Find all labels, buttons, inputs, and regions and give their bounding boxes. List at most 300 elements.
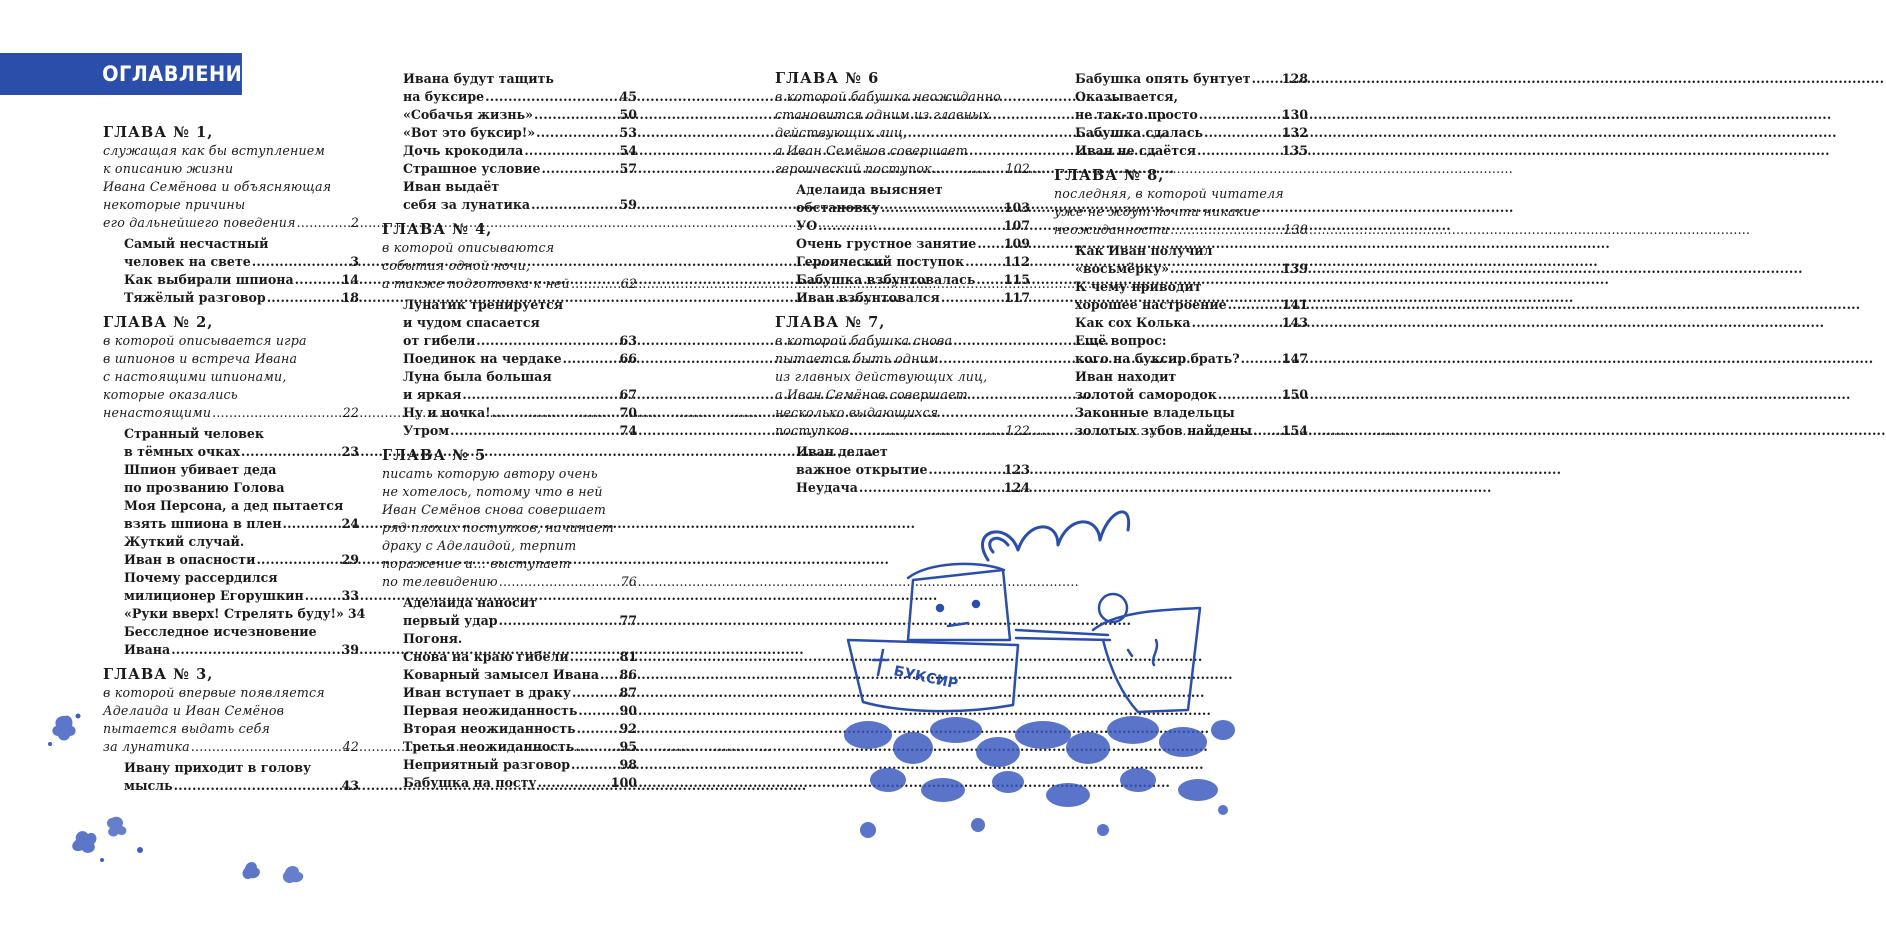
page-number: 150 [1281,387,1308,402]
entry-text: его дальнейшего поведения [103,215,296,230]
chapter-description-line [775,332,1030,350]
chapter-heading [775,314,1030,332]
section-entry [1054,314,1308,332]
entry-text: Поединок на чердаке [403,351,562,366]
page-number: 24 [341,516,359,531]
section-entry [103,289,359,307]
chapter-description-line [103,702,359,720]
dot-leader [252,253,349,271]
chapter-description-line [103,350,359,368]
page-number: 57 [619,161,637,176]
chapter-description-line [775,404,1030,422]
section-entry [382,70,637,88]
entry-text: драку с Аделаидой, терпит [382,538,577,553]
entry-text: взять шпиона в плен [124,516,282,531]
entry-text: Бабушка на посту [403,775,537,790]
entry-text: поражение и… выступает [382,556,571,571]
entry-text: события одной ночи, [382,258,531,273]
entry-text: Иван делает [796,444,888,459]
entry-text: пытается выдать себя [103,721,271,736]
page-number: 87 [619,685,637,700]
section-entry [103,569,359,587]
section-entry [382,368,637,386]
page-number: 115 [1003,272,1030,287]
page-number: 103 [1003,200,1030,215]
dot-leader [171,641,340,659]
section-entry [775,461,1030,479]
page-number: 18 [341,290,359,305]
chapter-description-line [382,537,637,555]
chapter-description-line [103,178,359,196]
steam-curls-icon [982,512,1128,560]
dot-leader [933,160,1004,178]
section-entry [1054,296,1308,314]
section-entry [382,594,637,612]
entry-text: к описанию жизни [103,161,234,176]
section-entry [775,235,1030,253]
chapter-heading [1054,167,1308,185]
entry-text: ненастоящими [103,405,212,420]
section-entry [103,497,359,515]
section-entry [382,666,637,684]
entry-text: ГЛАВА № 7, [775,314,886,331]
entry-text: Ивана Семёнова и объясняющая [103,179,332,194]
chapter-heading [382,221,637,239]
chapter-description-line [1054,185,1308,203]
section-entry [1054,422,1308,440]
toc-title: ОГЛАВЛЕНИЕ [102,62,256,86]
section-entry [382,314,637,332]
entry-text: а также подготовка к ней [382,276,570,291]
chapter-description-line [382,555,637,573]
entry-text: себя за лунатика [403,197,531,212]
entry-text: ГЛАВА № 1, [103,124,214,141]
entry-text: Луна была большая [403,369,552,384]
chapter-description-line [382,239,637,257]
dot-leader [1197,142,1281,160]
dot-leader [499,573,620,591]
page-number: 117 [1003,290,1030,305]
page-number: 62 [620,276,637,291]
section-entry [382,386,637,404]
entry-text: на буксире [403,89,485,104]
page-number: 50 [619,107,637,122]
dot-leader [575,738,618,756]
dot-leader [1204,124,1281,142]
entry-text: УО [796,218,818,233]
dot-leader [305,587,341,605]
chapter-description-line [103,720,359,738]
dot-leader [476,332,618,350]
entry-text: важное открытие [796,462,928,477]
chapter-description-line [775,386,1030,404]
chapter-heading [103,314,359,332]
page-number: 63 [619,333,637,348]
section-entry [103,515,359,533]
page-number: 90 [619,703,637,718]
section-entry [103,605,366,623]
entry-text: в шпионов и встреча Ивана [103,351,298,366]
section-entry [103,253,359,271]
dot-leader [1170,221,1282,239]
page-number: 23 [341,444,359,459]
page-number: 139 [1281,261,1308,276]
page-number: 54 [619,143,637,158]
section-entry [103,425,359,443]
dot-leader [267,289,341,307]
entry-text: которые оказались [103,387,238,402]
entry-text: золотой самородок [1075,387,1217,402]
section-entry [103,443,359,461]
entry-text: ГЛАВА № 4, [382,221,493,238]
entry-text: Как выбирали шпиона [124,272,294,287]
page-number: 109 [1003,236,1030,251]
entry-text: Коварный замысел Ивана [403,667,600,682]
entry-text: Бабушка взбунтовалась [796,272,976,287]
entry-text: Аделаида и Иван Семёнов [103,703,285,718]
entry-text: Почему рассердился [124,570,278,585]
dot-leader [499,612,619,630]
section-entry [775,181,1030,199]
page-number: 107 [1003,218,1030,233]
dot-leader [534,106,618,124]
entry-text: Бесследное исчезновение [124,624,317,639]
section-entry [382,196,637,214]
page-number: 43 [341,778,359,793]
dot-leader [462,386,618,404]
entry-text: ГЛАВА № 6 [775,70,880,87]
section-entry [382,756,637,774]
entry-text: золотых зубов найдены [1075,423,1253,438]
entry-text: а Иван Семёнов совершает [775,143,968,158]
entry-text: с настоящими шпионами, [103,369,287,384]
chapter-description-line [382,483,637,501]
page-number: 102 [1005,161,1030,176]
entry-text: по телевидению [382,574,498,589]
entry-text: Очень грустное занятие [796,236,977,251]
page-number: 98 [619,757,637,772]
entry-text: несколько выдающихся [775,405,939,420]
chapter-description-line [775,124,1030,142]
entry-text: и чудом спасается [403,315,540,330]
page-number: 123 [1003,462,1030,477]
page-number: 70 [619,405,637,420]
entry-text: Дочь крокодила [403,143,524,158]
page-number: 128 [1281,71,1308,86]
section-entry [382,404,637,422]
dot-leader [212,404,341,422]
section-entry [1054,404,1308,422]
chapter-description-line [103,684,359,702]
section-entry [382,332,637,350]
section-entry [1054,142,1308,160]
entry-text: Аделаида выясняет [796,182,943,197]
chapter-description-line [382,257,637,275]
page-number: 42 [342,739,359,754]
section-entry [382,720,637,738]
dot-leader [536,124,618,142]
entry-text: Третья неожиданность [403,739,575,754]
page-number: 66 [619,351,637,366]
entry-text: Страшное условие [403,161,541,176]
chapter-description-line [103,386,359,404]
page-number: 76 [620,574,637,589]
section-entry [1054,386,1308,404]
tugboat-icon [848,564,1018,711]
section-entry [775,199,1030,217]
entry-text: становится одним из главных [775,107,990,122]
page-number: 143 [1281,315,1308,330]
dot-leader [1253,422,1281,440]
section-entry [382,774,637,792]
entry-text: в которой бабушка неожиданно [775,89,1001,104]
chapter-description-line [382,275,637,293]
dot-leader [563,350,619,368]
section-entry [775,289,1030,307]
entry-text: Ивана [124,642,171,657]
entry-text: Тяжёлый разговор [124,290,266,305]
page-number: 86 [619,667,637,682]
chapter-description-line [775,106,1030,124]
dot-leader [450,422,618,440]
entry-text: ГЛАВА № 3, [103,666,214,683]
page-number: 74 [619,423,637,438]
ink-splat-icon [60,810,150,870]
entry-text: за лунатика [103,739,190,754]
page-number: 33 [341,588,359,603]
dot-leader [191,738,342,756]
section-entry [382,612,637,630]
entry-text: ГЛАВА № 5 [382,447,487,464]
entry-text: пытается быть одним [775,351,939,366]
section-entry [103,623,359,641]
chapter-description-line [382,465,637,483]
entry-text: от гибели [403,333,476,348]
dot-leader [929,461,1003,479]
entry-text: обстановку [796,200,880,215]
entry-text: уже не ждут почти никакие [1054,204,1260,219]
section-entry [103,759,359,777]
entry-text: Иван находит [1075,369,1177,384]
entry-text: Ещё вопрос: [1075,333,1167,348]
dot-leader [941,289,1003,307]
dot-leader [1192,314,1281,332]
chapter-heading [103,666,359,684]
chapter-description-line [1054,203,1308,221]
entry-text: милиционер Егорушкин [124,588,304,603]
entry-text: Как сох Колька [1075,315,1191,330]
entry-text: Иван вступает в драку [403,685,571,700]
dot-leader [578,702,618,720]
section-entry [382,738,637,756]
entry-text: ряд плохих поступков, начинает [382,520,614,535]
entry-text: Шпион убивает деда [124,462,277,477]
section-entry [382,142,637,160]
chapter-description-line [103,738,359,756]
dot-leader [541,160,618,178]
entry-text: Бабушка опять бунтует [1075,71,1251,86]
section-entry [103,587,359,605]
dot-leader [977,235,1002,253]
dot-leader [531,196,618,214]
entry-text: кого на буксир брать? [1075,351,1240,366]
dot-leader [297,214,350,232]
chapter-description-line [775,88,1030,106]
page-number: 29 [341,552,359,567]
entry-text: «восьмёрку» [1075,261,1170,276]
chapter-description-line [775,422,1030,440]
chapter-description-line [103,196,359,214]
section-entry [103,533,359,551]
entry-text: Погоня. [403,631,463,646]
section-entry [103,271,359,289]
section-entry [103,461,359,479]
dot-leader [256,551,340,569]
chapter-description-line [382,573,637,591]
section-entry [775,271,1030,289]
chapter-description-line [775,160,1030,178]
page-number: 39 [341,642,359,657]
section-entry [382,296,637,314]
entry-text: служащая как бы вступлением [103,143,326,158]
ink-waves-icon [844,716,1235,838]
section-entry [775,253,1030,271]
page-number: 2 [350,215,359,230]
entry-text: Героический поступок [796,254,965,269]
page-number: 154 [1281,423,1308,438]
entry-text: первый удар [403,613,498,628]
page-number: 112 [1003,254,1030,269]
page-number: 45 [619,89,637,104]
chapter-description-line [103,368,359,386]
entry-text: Снова на краю гибели [403,649,569,664]
chapter-description-line [103,404,359,422]
section-entry [103,551,359,569]
entry-text: Странный человек [124,426,264,441]
entry-text: Жуткий случай. [124,534,245,549]
entry-text: героический поступок [775,161,932,176]
toc-title-banner [0,53,256,95]
section-entry [775,443,1030,461]
page-number: 53 [619,125,637,140]
chapter-description-line [1054,221,1308,239]
entry-text: Неприятный разговор [403,757,571,772]
page-number: 100 [610,775,637,790]
dot-leader [492,404,619,422]
dot-leader [577,720,619,738]
dot-leader [537,774,609,792]
section-entry [382,124,637,142]
tugboat-illustration [838,490,1238,850]
page-number: 138 [1283,222,1308,237]
section-entry [1054,368,1308,386]
entry-text: «Собачья жизнь» [403,107,534,122]
dot-leader [1199,106,1281,124]
section-entry [382,88,637,106]
entry-text: Бабушка сдалась [1075,125,1204,140]
section-entry [1054,332,1308,350]
page-number: 34 [347,606,366,621]
entry-text: поступков [775,423,850,438]
entry-text: Лунатик тренируется [403,297,564,312]
section-entry [1054,106,1308,124]
entry-text: ГЛАВА № 2, [103,314,214,331]
entry-text: Ивана будут тащить [403,71,554,86]
page-number: 59 [619,197,637,212]
ink-splat-icon [44,708,84,748]
entry-text: Иван Семёнов снова совершает [382,502,606,517]
dot-leader [600,666,618,684]
section-entry [1054,350,1308,368]
entry-text: не хотелось, потому что в ней [382,484,603,499]
entry-text: Ну и ночка! [403,405,491,420]
section-entry [1054,124,1308,142]
page-number: 3 [350,254,359,269]
dot-leader [283,515,341,533]
dot-leader [174,777,341,795]
chapter-description-line [382,501,637,519]
entry-text: в которой описывается игра [103,333,307,348]
entry-text: действующих лиц, [775,125,908,140]
page-number: 141 [1281,297,1308,312]
entry-text: ГЛАВА № 8, [1054,167,1165,184]
dot-leader [1228,296,1281,314]
dot-leader [1170,260,1281,278]
entry-text: Как Иван получил [1075,243,1213,258]
entry-text: человек на свете [124,254,251,269]
dot-leader [572,684,619,702]
tugboat-label: БУКСИР [892,663,960,693]
section-entry [382,178,637,196]
dot-leader [1241,350,1281,368]
entry-text: Оказывается, [1075,89,1178,104]
chapter-description-line [382,519,637,537]
entry-text: и яркая [403,387,462,402]
section-entry [382,702,637,720]
dot-leader [524,142,618,160]
towed-boat-icon [1016,594,1200,712]
entry-text: Вторая неожиданность [403,721,576,736]
chapter-heading [382,447,637,465]
dot-leader [850,422,1004,440]
section-entry [1054,88,1308,106]
entry-text: Моя Персона, а дед пытается [124,498,344,513]
dot-leader [570,648,619,666]
page-number: 81 [619,649,637,664]
entry-text: Иван не сдаётся [1075,143,1197,158]
page-number: 132 [1281,125,1308,140]
entry-text: Самый несчастный [124,236,269,251]
page-number: 14 [341,272,359,287]
dot-leader [965,253,1003,271]
entry-text: в которой описываются [382,240,555,255]
entry-text: мысль [124,778,173,793]
section-entry [103,235,359,253]
dot-leader [881,199,1003,217]
dot-leader [485,88,618,106]
entry-text: неожиданности [1054,222,1170,237]
page-number: 77 [619,613,637,628]
entry-text: в тёмных очках [124,444,241,459]
entry-text: Утром [403,423,450,438]
page-number: 135 [1281,143,1308,158]
entry-text: Ивану приходит в голову [124,760,312,775]
section-entry [382,160,637,178]
page-number: 147 [1281,351,1308,366]
ink-splat-icon [235,850,315,895]
entry-text: Законные владельцы [1075,405,1235,420]
dot-leader [571,756,618,774]
